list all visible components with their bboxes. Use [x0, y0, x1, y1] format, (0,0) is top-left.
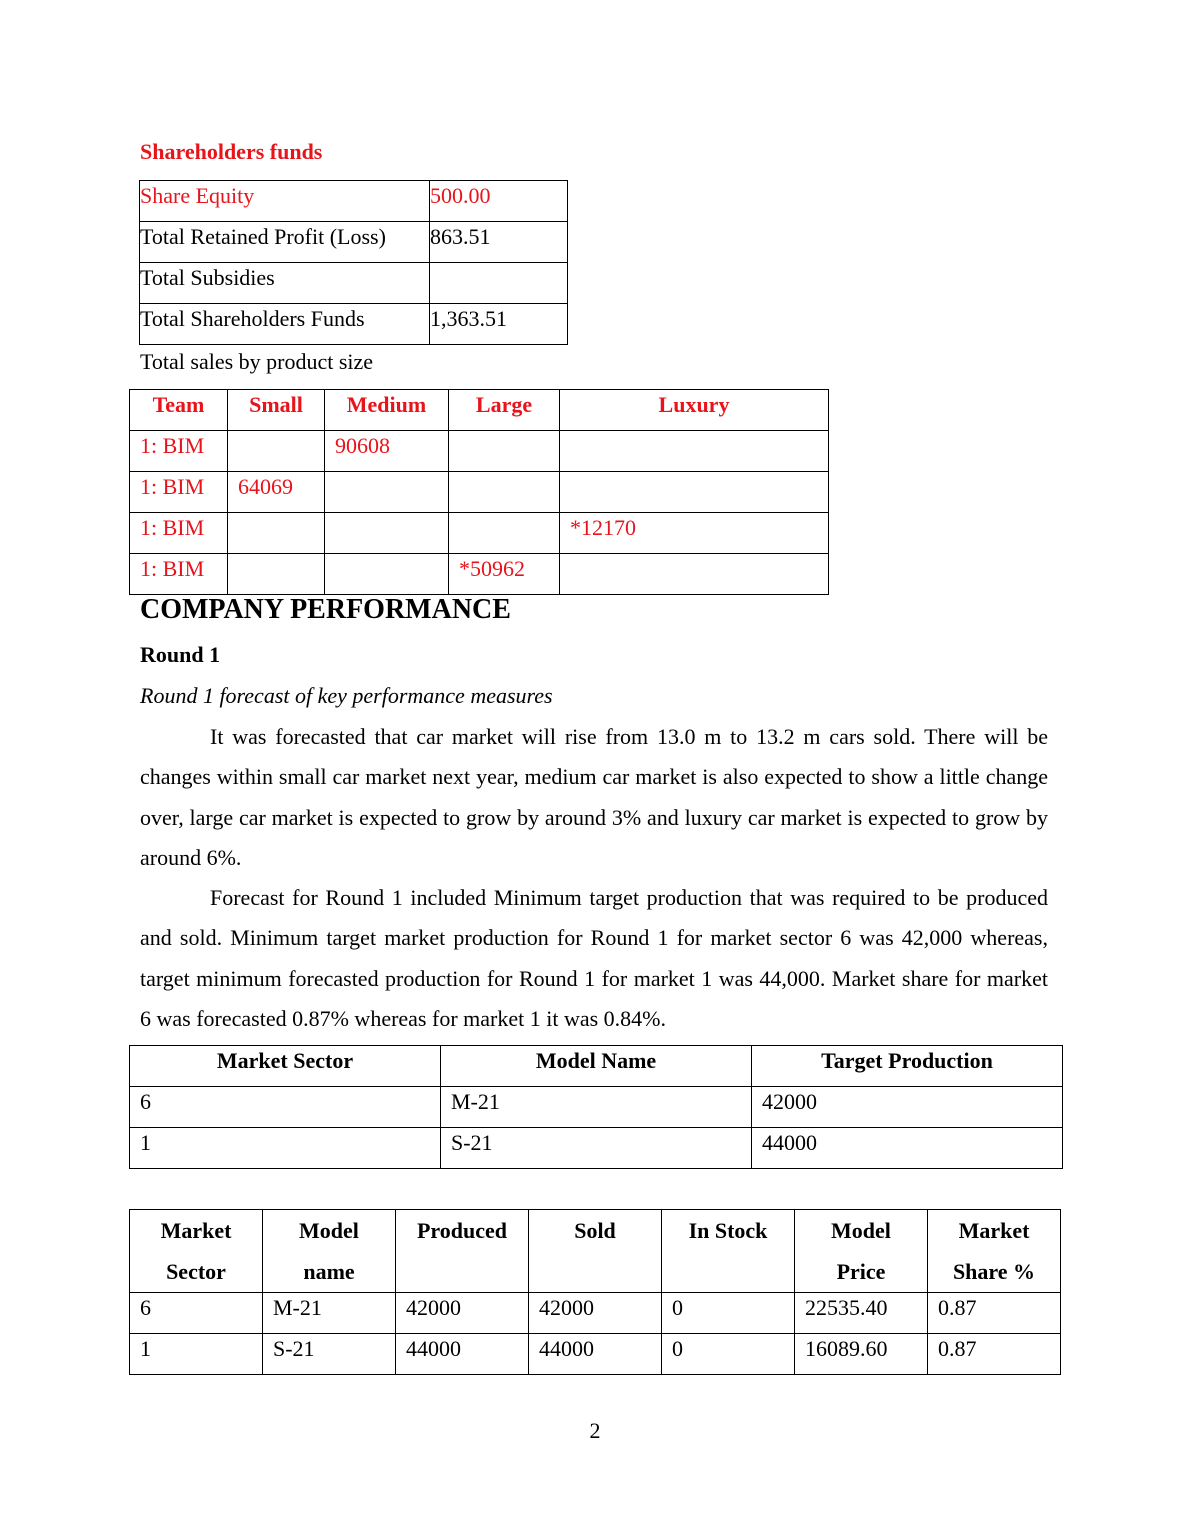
table-cell: 6	[130, 1293, 263, 1334]
column-header	[928, 1210, 1061, 1293]
table-cell: *50962	[449, 554, 560, 595]
column-header: Small	[228, 390, 325, 431]
header-line: Market	[160, 1218, 232, 1243]
table-cell	[325, 472, 449, 513]
table-cell: 1: BIM	[130, 554, 228, 595]
table-cell	[325, 513, 449, 554]
header-line: Sold	[574, 1218, 616, 1243]
table-cell: 42000	[529, 1293, 662, 1334]
table-cell: Total Shareholders Funds	[140, 304, 430, 345]
target-production-table	[129, 1045, 1063, 1169]
table-cell: 1	[130, 1334, 263, 1375]
results-table	[129, 1209, 1061, 1375]
table-cell: 42000	[752, 1087, 1063, 1128]
column-header: Luxury	[560, 390, 829, 431]
column-header: Team	[130, 390, 228, 431]
shareholders-title: Shareholders funds	[140, 139, 323, 164]
header-line: Model	[299, 1218, 359, 1243]
paragraph: It was forecasted that car market will rise from 13.0 m to 13.2 m cars sold. There will be changes within small car market next year, medium car market is also expected to show a little change over, large car market is expected to grow by around 3% and luxury car market is expected to grow by around 6%.	[140, 724, 1048, 870]
forecast-subheading: Round 1 forecast of key performance measures	[140, 683, 553, 708]
table-row	[140, 222, 568, 263]
column-header	[396, 1210, 529, 1293]
table-cell: 1: BIM	[130, 513, 228, 554]
column-header	[263, 1210, 396, 1293]
header-line: Sector	[166, 1259, 226, 1284]
table-cell	[228, 554, 325, 595]
table-cell	[560, 431, 829, 472]
table-cell: Total Subsidies	[140, 263, 430, 304]
table-cell: *12170	[560, 513, 829, 554]
column-header: Medium	[325, 390, 449, 431]
table-cell: S-21	[441, 1128, 752, 1169]
table-row	[130, 472, 829, 513]
table-cell	[449, 513, 560, 554]
table-cell: 0	[662, 1334, 795, 1375]
sales-table	[129, 389, 829, 595]
table-cell	[228, 513, 325, 554]
table-row	[130, 1293, 1061, 1334]
column-header: Market Sector	[130, 1046, 441, 1087]
header-line: Produced	[416, 1218, 508, 1243]
sales-caption: Total sales by product size	[140, 349, 374, 374]
table-cell: 44000	[752, 1128, 1063, 1169]
table-header-row	[130, 1210, 1061, 1293]
table-cell: 0.87	[928, 1293, 1061, 1334]
column-header	[662, 1210, 795, 1293]
table-cell	[325, 554, 449, 595]
table-cell	[560, 472, 829, 513]
table-cell: 0.87	[928, 1334, 1061, 1375]
header-line: Share %	[952, 1259, 1036, 1284]
table-cell	[449, 431, 560, 472]
table-cell: 1,363.51	[430, 304, 568, 345]
table-row	[130, 1087, 1063, 1128]
column-header	[529, 1210, 662, 1293]
table-cell: 44000	[529, 1334, 662, 1375]
table-cell: 90608	[325, 431, 449, 472]
table-cell: M-21	[263, 1293, 396, 1334]
page-number: 2	[589, 1418, 601, 1443]
header-line: name	[303, 1259, 355, 1284]
table-row	[130, 513, 829, 554]
header-line: In Stock	[688, 1218, 768, 1243]
table-header-row	[130, 1046, 1063, 1087]
column-header: Large	[449, 390, 560, 431]
table-cell: 500.00	[430, 181, 568, 222]
header-line: Market	[958, 1218, 1030, 1243]
round-heading: Round 1	[140, 642, 221, 667]
table-row	[130, 554, 829, 595]
section-heading: COMPANY PERFORMANCE	[140, 594, 511, 625]
header-line: Model	[831, 1218, 891, 1243]
table-cell: M-21	[441, 1087, 752, 1128]
column-header: Model Name	[441, 1046, 752, 1087]
table-cell: 863.51	[430, 222, 568, 263]
table-cell: 1: BIM	[130, 472, 228, 513]
table-cell	[228, 431, 325, 472]
paragraph: Forecast for Round 1 included Minimum target production that was required to be produced and sold. Minimum target market production for Round 1 for market sector 6 was 42,000 whereas, target minimum forecasted production for Round 1 for market 1 was 44,000. Market share for market 6 was forecasted 0.87% whereas for market 1 it was 0.84%.	[140, 885, 1048, 1031]
table-cell: 42000	[396, 1293, 529, 1334]
table-cell: S-21	[263, 1334, 396, 1375]
shareholders-table	[139, 180, 568, 345]
table-cell: Share Equity	[140, 181, 430, 222]
table-cell: 6	[130, 1087, 441, 1128]
table-row	[140, 263, 568, 304]
table-row	[130, 431, 829, 472]
table-cell	[560, 554, 829, 595]
table-row	[130, 1128, 1063, 1169]
table-cell: 1	[130, 1128, 441, 1169]
header-line: Price	[836, 1259, 886, 1284]
table-cell: 16089.60	[795, 1334, 928, 1375]
table-row	[140, 304, 568, 345]
column-header	[130, 1210, 263, 1293]
table-row	[130, 1334, 1061, 1375]
table-cell: 64069	[228, 472, 325, 513]
table-cell: 44000	[396, 1334, 529, 1375]
table-cell: 1: BIM	[130, 431, 228, 472]
table-cell	[449, 472, 560, 513]
table-header-row	[130, 390, 829, 431]
column-header	[795, 1210, 928, 1293]
table-cell: 0	[662, 1293, 795, 1334]
table-cell	[430, 263, 568, 304]
table-row	[140, 181, 568, 222]
table-cell: 22535.40	[795, 1293, 928, 1334]
column-header: Target Production	[752, 1046, 1063, 1087]
table-cell: Total Retained Profit (Loss)	[140, 222, 430, 263]
